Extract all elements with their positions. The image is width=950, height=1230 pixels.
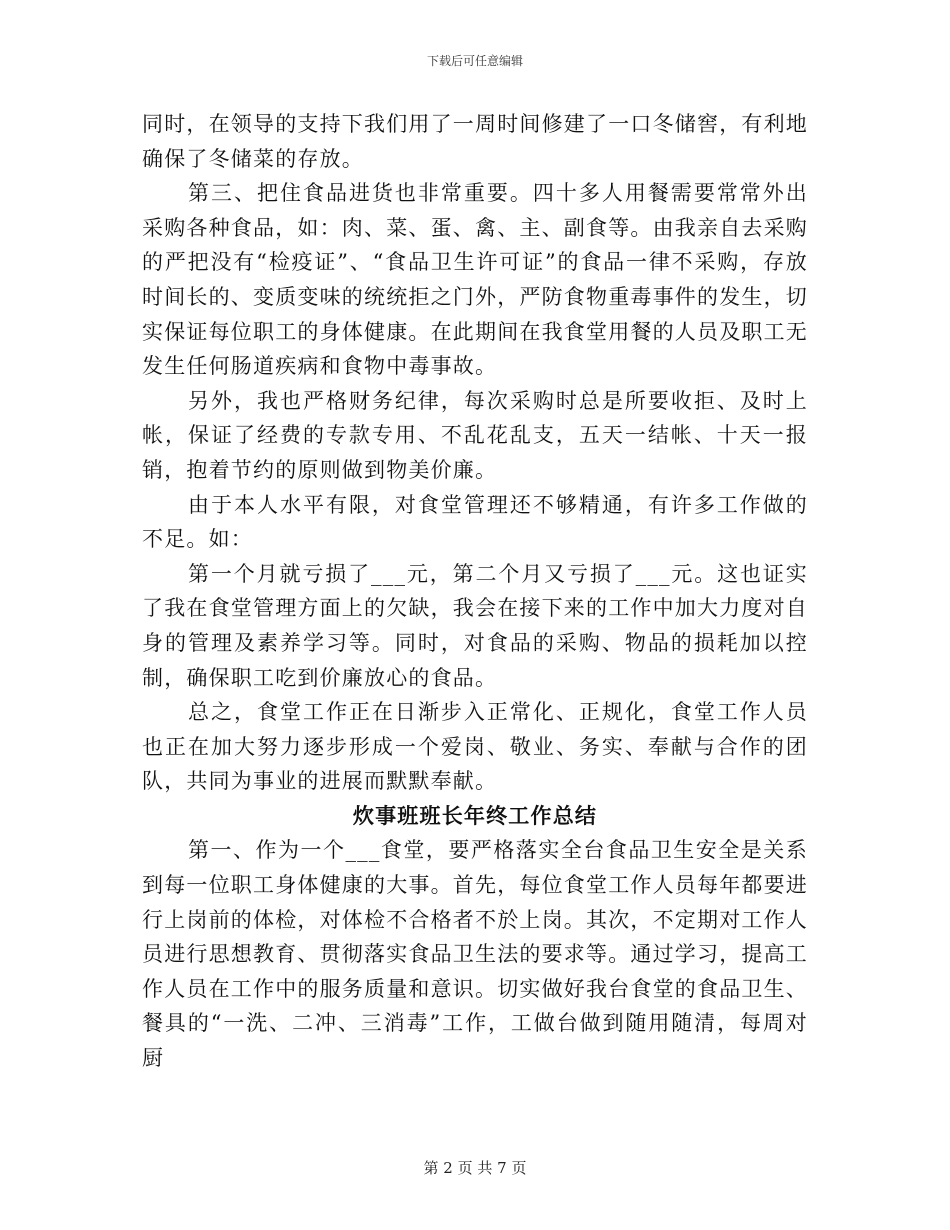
paragraph-finance: 另外，我也严格财务纪律，每次采购时总是所要收拒、及时上帐，保证了经费的专款专用、不乱花乱支，五天一结帐、十天一报销，抱着节约的原则做到物美价廉。 <box>142 388 808 482</box>
page-number: 第 2 页 共 7 页 <box>423 1159 527 1177</box>
paragraph-summary: 总之，食堂工作正在日渐步入正常化、正规化，食堂工作人员也正在加大努力逐步形成一个爱岗、敬业、务实、奉献与合作的团队，共同为事业的进展而默默奉献。 <box>142 700 808 794</box>
paragraph-continuation: 同时，在领导的支持下我们用了一周时间修建了一口冬储窖，有利地确保了冬储菜的存放。 <box>142 112 808 171</box>
paragraph-losses: 第一个月就亏损了___元，第二个月又亏损了___元。这也证实了我在食堂管理方面上的欠缺，我会在接下来的工作中加大力度对自身的管理及素养学习等。同时，对食品的采购、物品的损耗加以控制，确保职工吃到价廉放心的食品。 <box>142 561 808 690</box>
paragraph-shortcomings: 由于本人水平有限，对食堂管理还不够精通，有许多工作做的不足。如： <box>142 492 808 552</box>
paragraph-food-purchasing: 第三、把住食品进货也非常重要。四十多人用餐需要常常外出采购各种食品，如：肉、菜、蛋、禽、主、副食等。由我亲自去采购的严把没有“检疫证”、“食品卫生许可证”的食品一律不采购，存放时间长的、变质变味的统统拒之门外，严防食物重毒事件的发生，切实保证每位职工的身体健康。在此期间在我食堂用餐的人员及职工无发生任何肠道疾病和食物中毒事故。 <box>142 181 808 379</box>
paragraph-section-first: 第一、作为一个___食堂，要严格落实全台食品卫生安全是关系到每一位职工身体健康的大事。首先，每位食堂工作人员每年都要进行上岗前的体检，对体检不合格者不於上岗。其次，不定期对工作人员进行思想教育、贯彻落实食品卫生法的要求等。通过学习，提高工作人员在工作中的服务质量和意识。切实做好我台食堂的食品卫生、餐具的“一洗、二冲、三消毒”工作，工做台做到随用随清，每周对厨 <box>142 838 808 1071</box>
document-body <box>142 107 808 1076</box>
page-header: 下载后可任意编辑 <box>426 54 523 68</box>
section-title: 炊事班班长年终工作总结 <box>352 802 598 828</box>
